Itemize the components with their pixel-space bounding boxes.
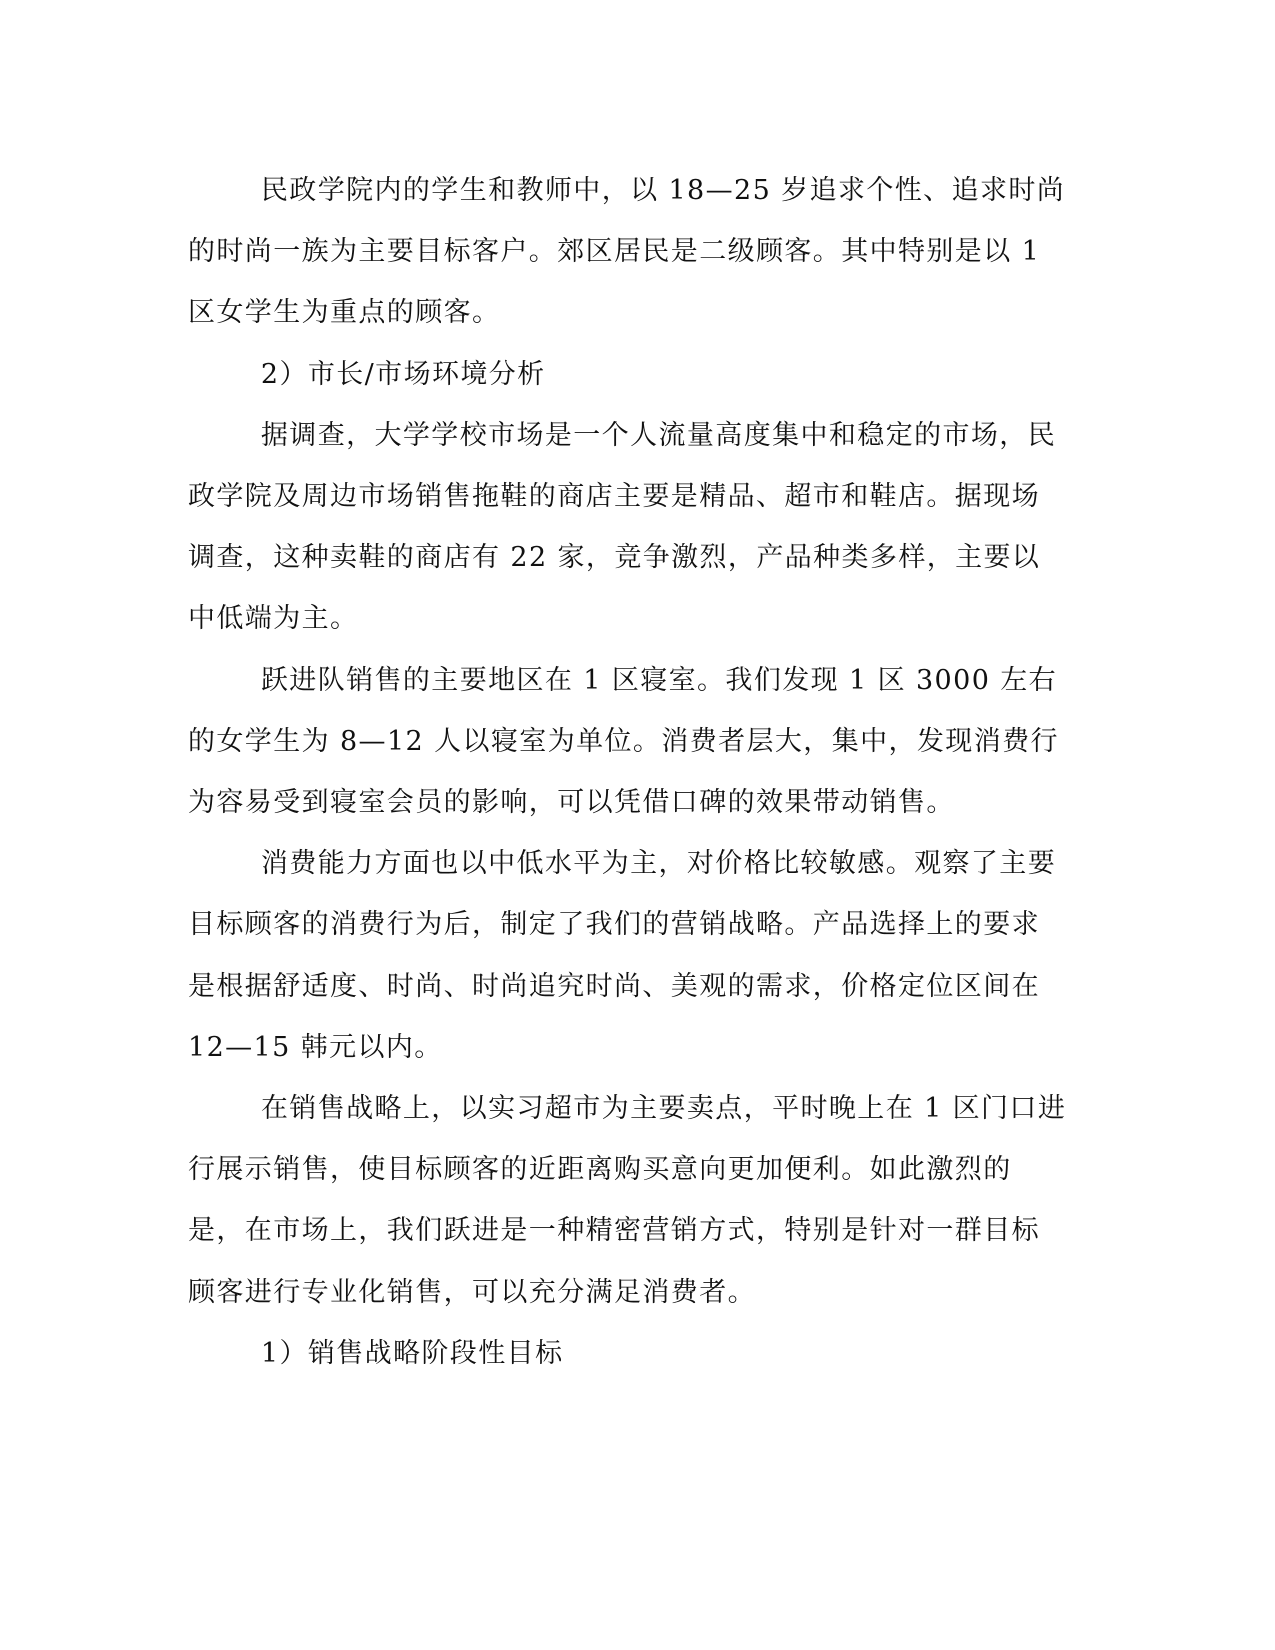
paragraph-consumption-ability: 消费能力方面也以中低水平为主，对价格比较敏感。观察了主要目标顾客的消费行为后，制定了我们的营销战略。产品选择上的要求是根据舒适度、时尚、时尚追究时尚、美观的需求，价格定位区间在 12—15 韩元以内。 [188,848,1057,1063]
paragraph-sales-strategy: 在销售战略上，以实习超市为主要卖点，平时晚上在 1 区门口进行展示销售，使目标顾客的近距离购买意向更加便利。如此激烈的是，在市场上，我们跃进是一种精密营销方式，特别是针对一群目标顾客进行专业化销售，可以充分满足消费者。 [188,1093,1067,1308]
paragraph-target-customers: 民政学院内的学生和教师中，以 18—25 岁追求个性、追求时尚的时尚一族为主要目标客户。郊区居民是二级顾客。其中特别是以 1 区女学生为重点的顾客。 [188,175,1066,329]
section-heading-market-analysis: 2）市长/市场环境分析 [260,358,546,390]
paragraph-market-survey: 据调查，大学学校市场是一个人流量高度集中和稳定的市场，民政学院及周边市场销售拖鞋的商店主要是精品、超市和鞋店。据现场调查，这种卖鞋的商店有 22 家，竞争激烈，产品种类多样，主要以中低端为主。 [188,419,1057,635]
section-heading-strategy-goals: 1）销售战略阶段性目标 [260,1337,564,1369]
document-body [188,160,1068,1384]
paragraph-sales-area: 跃进队销售的主要地区在 1 区寝室。我们发现 1 区 3000 左右的女学生为 8—12 人以寝室为单位。消费者层大，集中，发现消费行为容易受到寝室会员的影响，可以凭借口碑的效果带动销售。 [188,664,1059,819]
